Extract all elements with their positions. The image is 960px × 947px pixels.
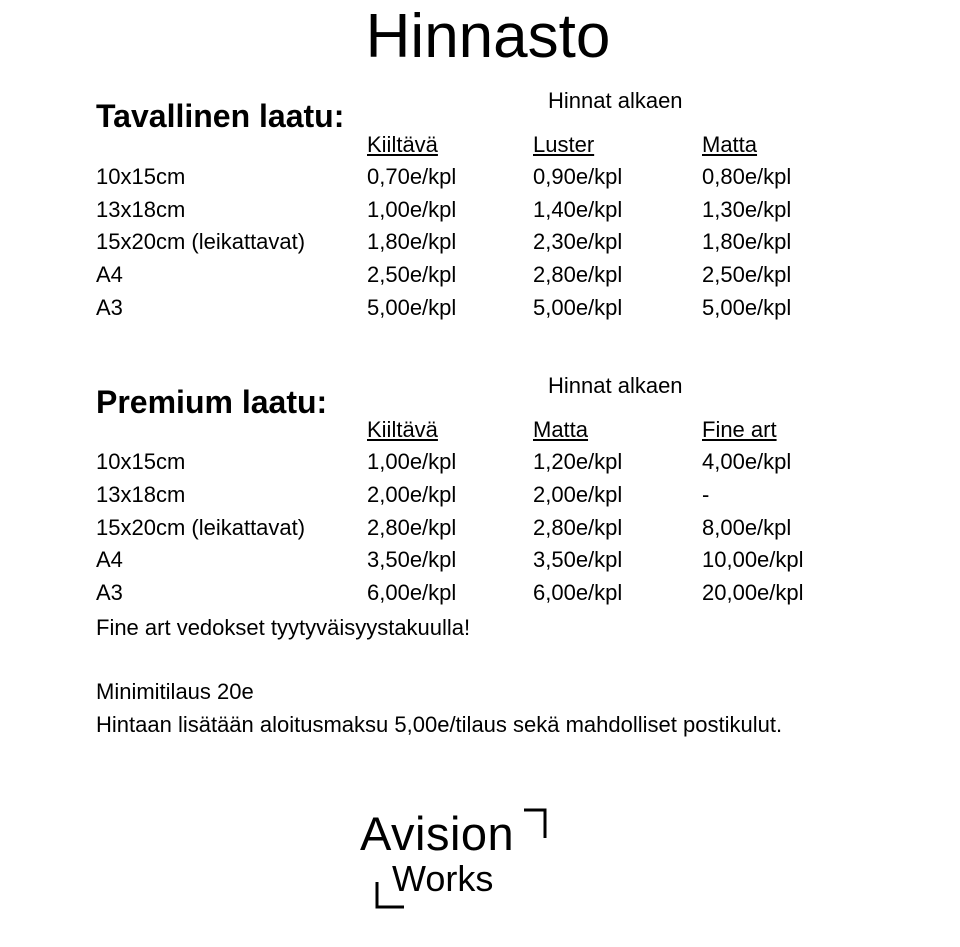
price-cell: 1,40e/kpl [533, 197, 623, 222]
price-cell: 1,30e/kpl [702, 197, 792, 222]
section-title-premium: Premium laatu: [96, 384, 328, 420]
price-cell: 0,80e/kpl [702, 164, 792, 189]
price-cell: 2,00e/kpl [533, 482, 623, 507]
price-cell: 1,00e/kpl [367, 197, 457, 222]
size-label: 13x18cm [96, 197, 186, 222]
price-cell: 6,00e/kpl [533, 580, 623, 605]
size-label: 10x15cm [96, 164, 186, 189]
size-label: 15x20cm (leikattavat) [96, 229, 306, 254]
size-label: A4 [96, 262, 123, 287]
price-cell: 0,70e/kpl [367, 164, 457, 189]
fine-art-guarantee-note: Fine art vedokset tyytyväisyystakuulla! [96, 615, 471, 640]
column-header: Kiiltävä [367, 417, 438, 442]
price-cell: 2,00e/kpl [367, 482, 457, 507]
logo-text-line2: Works [392, 858, 494, 899]
price-cell: 5,00e/kpl [533, 295, 623, 320]
fees-note: Hintaan lisätään aloitusmaksu 5,00e/tilaus sekä mahdolliset postikulut. [96, 712, 783, 737]
price-cell: 5,00e/kpl [702, 295, 792, 320]
price-cell: 5,00e/kpl [367, 295, 457, 320]
size-label: 15x20cm (leikattavat) [96, 515, 306, 540]
price-cell: 2,80e/kpl [367, 515, 457, 540]
size-label: A3 [96, 580, 123, 605]
minimum-order-note: Minimitilaus 20e [96, 679, 254, 704]
price-cell: 8,00e/kpl [702, 515, 792, 540]
column-header: Luster [533, 132, 595, 157]
price-cell: 2,30e/kpl [533, 229, 623, 254]
column-header: Kiiltävä [367, 132, 438, 157]
logo-bracket-bottom-left-icon [372, 878, 408, 912]
column-header: Matta [702, 132, 758, 157]
price-cell: 1,80e/kpl [702, 229, 792, 254]
price-cell: 2,80e/kpl [533, 262, 623, 287]
price-cell: 2,50e/kpl [367, 262, 457, 287]
price-cell: - [702, 482, 710, 507]
page-title: Hinnasto [365, 2, 611, 71]
price-cell: 20,00e/kpl [702, 580, 804, 605]
price-cell: 2,80e/kpl [533, 515, 623, 540]
logo-bracket-top-right-icon [520, 806, 550, 842]
column-header: Fine art [702, 417, 777, 442]
size-label: A3 [96, 295, 123, 320]
size-label: A4 [96, 547, 123, 572]
size-label: 13x18cm [96, 482, 186, 507]
price-cell: 1,00e/kpl [367, 449, 457, 474]
price-cell: 3,50e/kpl [533, 547, 623, 572]
price-cell: 3,50e/kpl [367, 547, 457, 572]
price-cell: 0,90e/kpl [533, 164, 623, 189]
price-cell: 1,20e/kpl [533, 449, 623, 474]
prices-from-label: Hinnat alkaen [548, 373, 683, 398]
section-title-standard: Tavallinen laatu: [96, 98, 345, 134]
price-cell: 10,00e/kpl [702, 547, 804, 572]
logo-text-line1: Avision [360, 807, 515, 860]
price-cell: 6,00e/kpl [367, 580, 457, 605]
size-label: 10x15cm [96, 449, 186, 474]
prices-from-label: Hinnat alkaen [548, 88, 683, 113]
price-cell: 4,00e/kpl [702, 449, 792, 474]
price-cell: 2,50e/kpl [702, 262, 792, 287]
column-header: Matta [533, 417, 589, 442]
price-cell: 1,80e/kpl [367, 229, 457, 254]
